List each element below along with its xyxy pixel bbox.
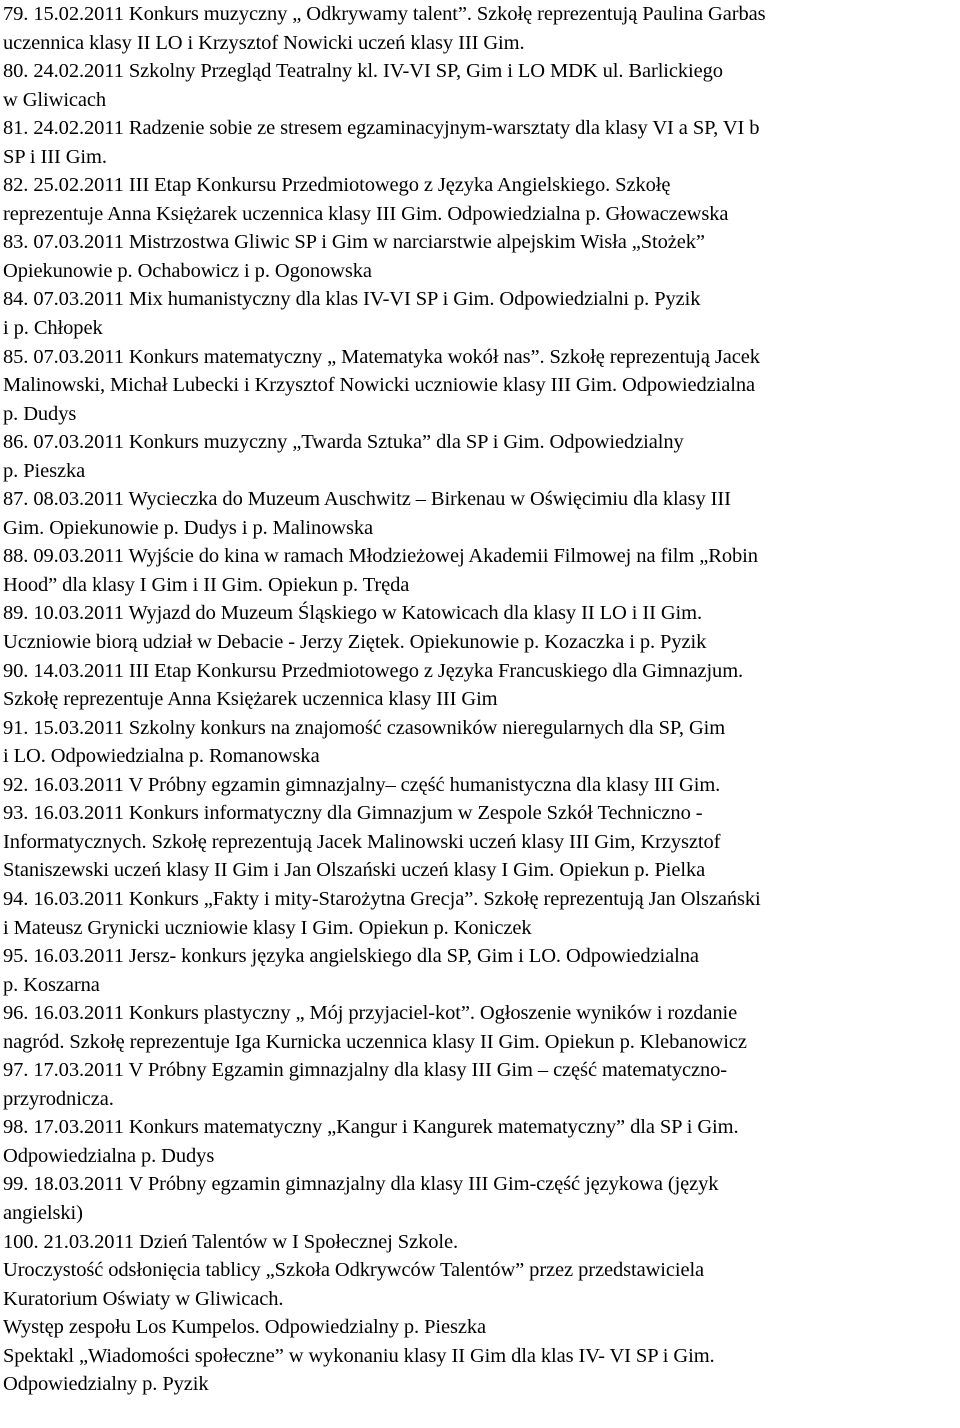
entry-text-line: 96. 16.03.2011 Konkurs plastyczny „ Mój przyjaciel-kot”. Ogłoszenie wyników i rozdanie (3, 1002, 738, 1025)
entry-text-line: Występ zespołu Los Kumpelos. Odpowiedzialny p. Pieszka (3, 1316, 486, 1339)
entry-text-line: Spektakl „Wiadomości społeczne” w wykonaniu klasy II Gim dla klas IV- VI SP i Gim. (3, 1344, 715, 1367)
entry-text-line: 92. 16.03.2011 V Próbny egzamin gimnazjalny– część humanistyczna dla klasy III Gim. (3, 773, 721, 796)
entry-text-line: 89. 10.03.2011 Wyjazd do Muzeum Śląskiego w Katowicach dla klasy II LO i II Gim. (3, 602, 703, 625)
list-item (3, 1056, 956, 1113)
entry-text-line: Uroczystość odsłonięcia tablicy „Szkoła Odkrywców Talentów” przez przedstawiciela (3, 1259, 705, 1282)
entry-text-line: Gim. Opiekunowie p. Dudys i p. Malinowska (3, 516, 373, 539)
entry-text-line: reprezentuje Anna Księżarek uczennica klasy III Gim. Odpowiedzialna p. Głowaczewska (3, 202, 729, 225)
entry-text-line: Uczniowie biorą udział w Debacie - Jerzy Ziętek. Opiekunowie p. Kozaczka i p. Pyzik (3, 631, 707, 654)
entry-text-line: 85. 07.03.2011 Konkurs matematyczny „ Matematyka wokół nas”. Szkołę reprezentują Jacek (3, 345, 760, 368)
entry-text-line: 90. 14.03.2011 III Etap Konkursu Przedmiotowego z Języka Francuskiego dla Gimnazjum. (3, 659, 744, 682)
entry-text-line: 84. 07.03.2011 Mix humanistyczny dla klas IV-VI SP i Gim. Odpowiedzialni p. Pyzik (3, 288, 701, 311)
list-item (3, 1170, 956, 1227)
entry-text-line: 81. 24.02.2011 Radzenie sobie ze stresem egzaminacyjnym-warsztaty dla klasy VI a SP, VI b (3, 117, 760, 140)
entry-text-line: 95. 16.03.2011 Jersz- konkurs języka angielskiego dla SP, Gim i LO. Odpowiedzialna (3, 945, 699, 968)
entry-text-line: 79. 15.02.2011 Konkurs muzyczny „ Odkrywamy talent”. Szkołę reprezentują Paulina Garbas (3, 3, 766, 25)
entry-text-line: 80. 24.02.2011 Szkolny Przegląd Teatralny kl. IV-VI SP, Gim i LO MDK ul. Barlickiego (3, 60, 723, 83)
entry-text-line: 98. 17.03.2011 Konkurs matematyczny „Kangur i Kangurek matematyczny” dla SP i Gim. (3, 1116, 739, 1139)
entry-text-line: i Mateusz Grynicki uczniowie klasy I Gim. Opiekun p. Koniczek (3, 916, 532, 939)
entry-text-line: 100. 21.03.2011 Dzień Talentów w I Społecznej Szkole. (3, 1230, 458, 1253)
entry-text-line: 99. 18.03.2011 V Próbny egzamin gimnazjalny dla klasy III Gim-część językowa (język (3, 1173, 719, 1196)
list-item (3, 799, 956, 885)
list-item (3, 942, 956, 999)
entry-text-line: Opiekunowie p. Ochabowicz i p. Ogonowska (3, 259, 372, 282)
entry-text-line: Odpowiedzialna p. Dudys (3, 1144, 215, 1167)
entry-text-line: i p. Chłopek (3, 317, 103, 340)
list-item (3, 57, 956, 114)
list-item (3, 171, 956, 228)
entry-text-line: 93. 16.03.2011 Konkurs informatyczny dla Gimnazjum w Zespole Szkół Techniczno - (3, 802, 703, 825)
entry-text-line: p. Dudys (3, 402, 77, 425)
entry-text-line: angielski) (3, 1201, 83, 1224)
entry-text-line: 97. 17.03.2011 V Próbny Egzamin gimnazjalny dla klasy III Gim – część matematyczno- (3, 1059, 728, 1082)
list-item (3, 599, 956, 656)
list-item (3, 228, 956, 285)
entry-text-line: uczennica klasy II LO i Krzysztof Nowicki uczeń klasy III Gim. (3, 31, 525, 54)
entry-text-line: 86. 07.03.2011 Konkurs muzyczny „Twarda Sztuka” dla SP i Gim. Odpowiedzialny (3, 431, 684, 454)
entry-text-line: Informatycznych. Szkołę reprezentują Jacek Malinowski uczeń klasy III Gim, Krzysztof (3, 830, 721, 853)
entry-text-line: p. Koszarna (3, 973, 100, 996)
list-item (3, 1113, 956, 1170)
event-list (3, 0, 956, 1399)
entry-text-line: przyrodnicza. (3, 1087, 114, 1110)
list-item (3, 714, 956, 771)
list-item (3, 657, 956, 714)
list-item (3, 885, 956, 942)
entry-text-line: 88. 09.03.2011 Wyjście do kina w ramach Młodzieżowej Akademii Filmowej na film „Robin (3, 545, 758, 568)
list-item (3, 485, 956, 542)
entry-text-line: Staniszewski uczeń klasy II Gim i Jan Olszański uczeń klasy I Gim. Opiekun p. Pielka (3, 859, 706, 882)
list-item (3, 0, 956, 57)
entry-text-line: 91. 15.03.2011 Szkolny konkurs na znajomość czasowników nieregularnych dla SP, Gim (3, 716, 726, 739)
entry-text-line: 94. 16.03.2011 Konkurs „Fakty i mity-Starożytna Grecja”. Szkołę reprezentują Jan Olszański (3, 887, 761, 910)
entry-text-line: Odpowiedzialny p. Pyzik (3, 1373, 209, 1396)
list-item (3, 428, 956, 485)
list-item (3, 1228, 956, 1399)
list-item (3, 771, 956, 800)
list-item (3, 343, 956, 429)
entry-text-line: Hood” dla klasy I Gim i II Gim. Opiekun p. Tręda (3, 573, 410, 596)
entry-text-line: p. Pieszka (3, 459, 86, 482)
entry-text-line: 82. 25.02.2011 III Etap Konkursu Przedmiotowego z Języka Angielskiego. Szkołę (3, 174, 671, 197)
entry-text-line: SP i III Gim. (3, 145, 107, 168)
entry-text-line: Malinowski, Michał Lubecki i Krzysztof Nowicki uczniowie klasy III Gim. Odpowiedzialna (3, 374, 755, 397)
list-item (3, 114, 956, 171)
entry-text-line: w Gliwicach (3, 88, 107, 111)
entry-text-line: nagród. Szkołę reprezentuje Iga Kurnicka uczennica klasy II Gim. Opiekun p. Klebanowicz (3, 1030, 747, 1053)
entry-text-line: 83. 07.03.2011 Mistrzostwa Gliwic SP i Gim w narciarstwie alpejskim Wisła „Stożek” (3, 231, 705, 254)
list-item (3, 999, 956, 1056)
list-item (3, 285, 956, 342)
entry-text-line: 87. 08.03.2011 Wycieczka do Muzeum Auschwitz – Birkenau w Oświęcimiu dla klasy III (3, 488, 731, 511)
entry-text-line: Szkołę reprezentuje Anna Księżarek uczennica klasy III Gim (3, 688, 498, 711)
entry-text-line: i LO. Odpowiedzialna p. Romanowska (3, 745, 320, 768)
list-item (3, 542, 956, 599)
entry-text-line: Kuratorium Oświaty w Gliwicach. (3, 1287, 284, 1310)
